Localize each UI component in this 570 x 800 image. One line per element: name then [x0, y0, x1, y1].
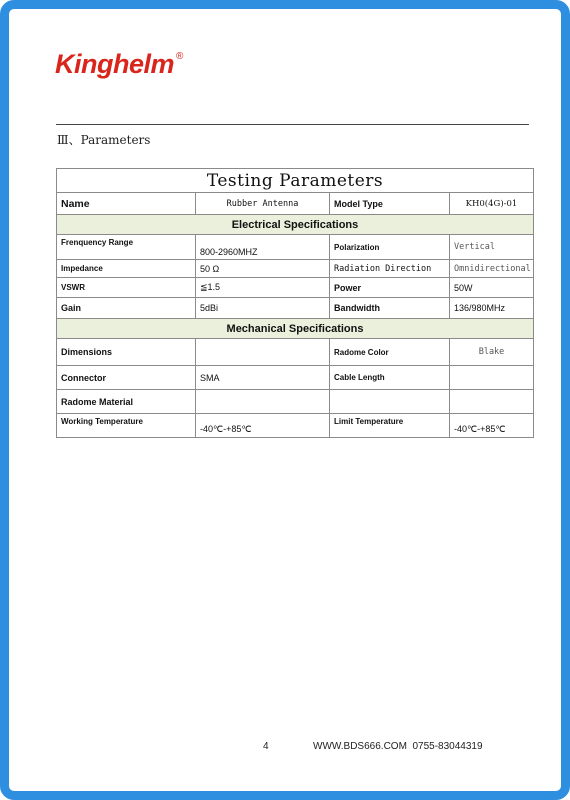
cable-length-value [450, 366, 534, 390]
model-type-value: KH0(4G)-01 [450, 193, 534, 215]
polarization-label: Polarization [330, 235, 450, 260]
working-temperature-label: Working Temperature [57, 414, 196, 438]
working-temperature-value: -40℃-+85℃ [196, 414, 330, 438]
bandwidth-value: 136/980MHz [450, 298, 534, 319]
power-value: 50W [450, 278, 534, 298]
radiation-direction-label: Radiation Direction [330, 260, 450, 278]
power-label: Power [330, 278, 450, 298]
name-label: Name [57, 193, 196, 215]
vswr-value: ≦1.5 [196, 278, 330, 298]
logo-text: Kinghelm [55, 49, 175, 79]
table-row [57, 260, 534, 278]
limit-temperature-value: -40℃-+85℃ [450, 414, 534, 438]
empty-label-cell [330, 390, 450, 414]
dimensions-label: Dimensions [57, 339, 196, 366]
section-heading: Ⅲ、Parameters [57, 133, 151, 147]
connector-label: Connector [57, 366, 196, 390]
bandwidth-label: Bandwidth [330, 298, 450, 319]
radome-color-label: Radome Color [330, 339, 450, 366]
table-title: Testing Parameters [57, 169, 534, 193]
table-row [57, 278, 534, 298]
impedance-value: 50 Ω [196, 260, 330, 278]
dimensions-value [196, 339, 330, 366]
mechanical-specifications-heading: Mechanical Specifications [57, 319, 534, 339]
registered-mark: ® [176, 51, 183, 62]
limit-temperature-label: Limit Temperature [330, 414, 450, 438]
radome-color-value: Blake [450, 339, 534, 366]
table-row [57, 414, 534, 438]
polarization-value: Vertical [450, 235, 534, 260]
header-divider [56, 124, 529, 125]
testing-parameters-table [56, 168, 534, 438]
radome-material-value [196, 390, 330, 414]
table-row [57, 235, 534, 260]
frequency-range-label: Frenquency Range [57, 235, 196, 260]
connector-value: SMA [196, 366, 330, 390]
radome-material-label: Radome Material [57, 390, 196, 414]
page-number: 4 [263, 741, 269, 752]
frequency-range-value: 800-2960MHZ [196, 235, 330, 260]
vswr-label: VSWR [57, 278, 196, 298]
gain-label: Gain [57, 298, 196, 319]
table-row [57, 390, 534, 414]
kinghelm-logo [55, 49, 181, 80]
cable-length-label: Cable Length [330, 366, 450, 390]
electrical-specifications-heading: Electrical Specifications [57, 215, 534, 235]
model-type-label: Model Type [330, 193, 450, 215]
impedance-label: Impedance [57, 260, 196, 278]
radiation-direction-value: Omnidirectional [450, 260, 534, 278]
footer-contact: WWW.BDS666.COM 0755-83044319 [313, 741, 483, 752]
empty-value-cell [450, 390, 534, 414]
name-value: Rubber Antenna [196, 193, 330, 215]
table-row [57, 339, 534, 366]
table-row [57, 298, 534, 319]
table-row [57, 366, 534, 390]
gain-value: 5dBi [196, 298, 330, 319]
